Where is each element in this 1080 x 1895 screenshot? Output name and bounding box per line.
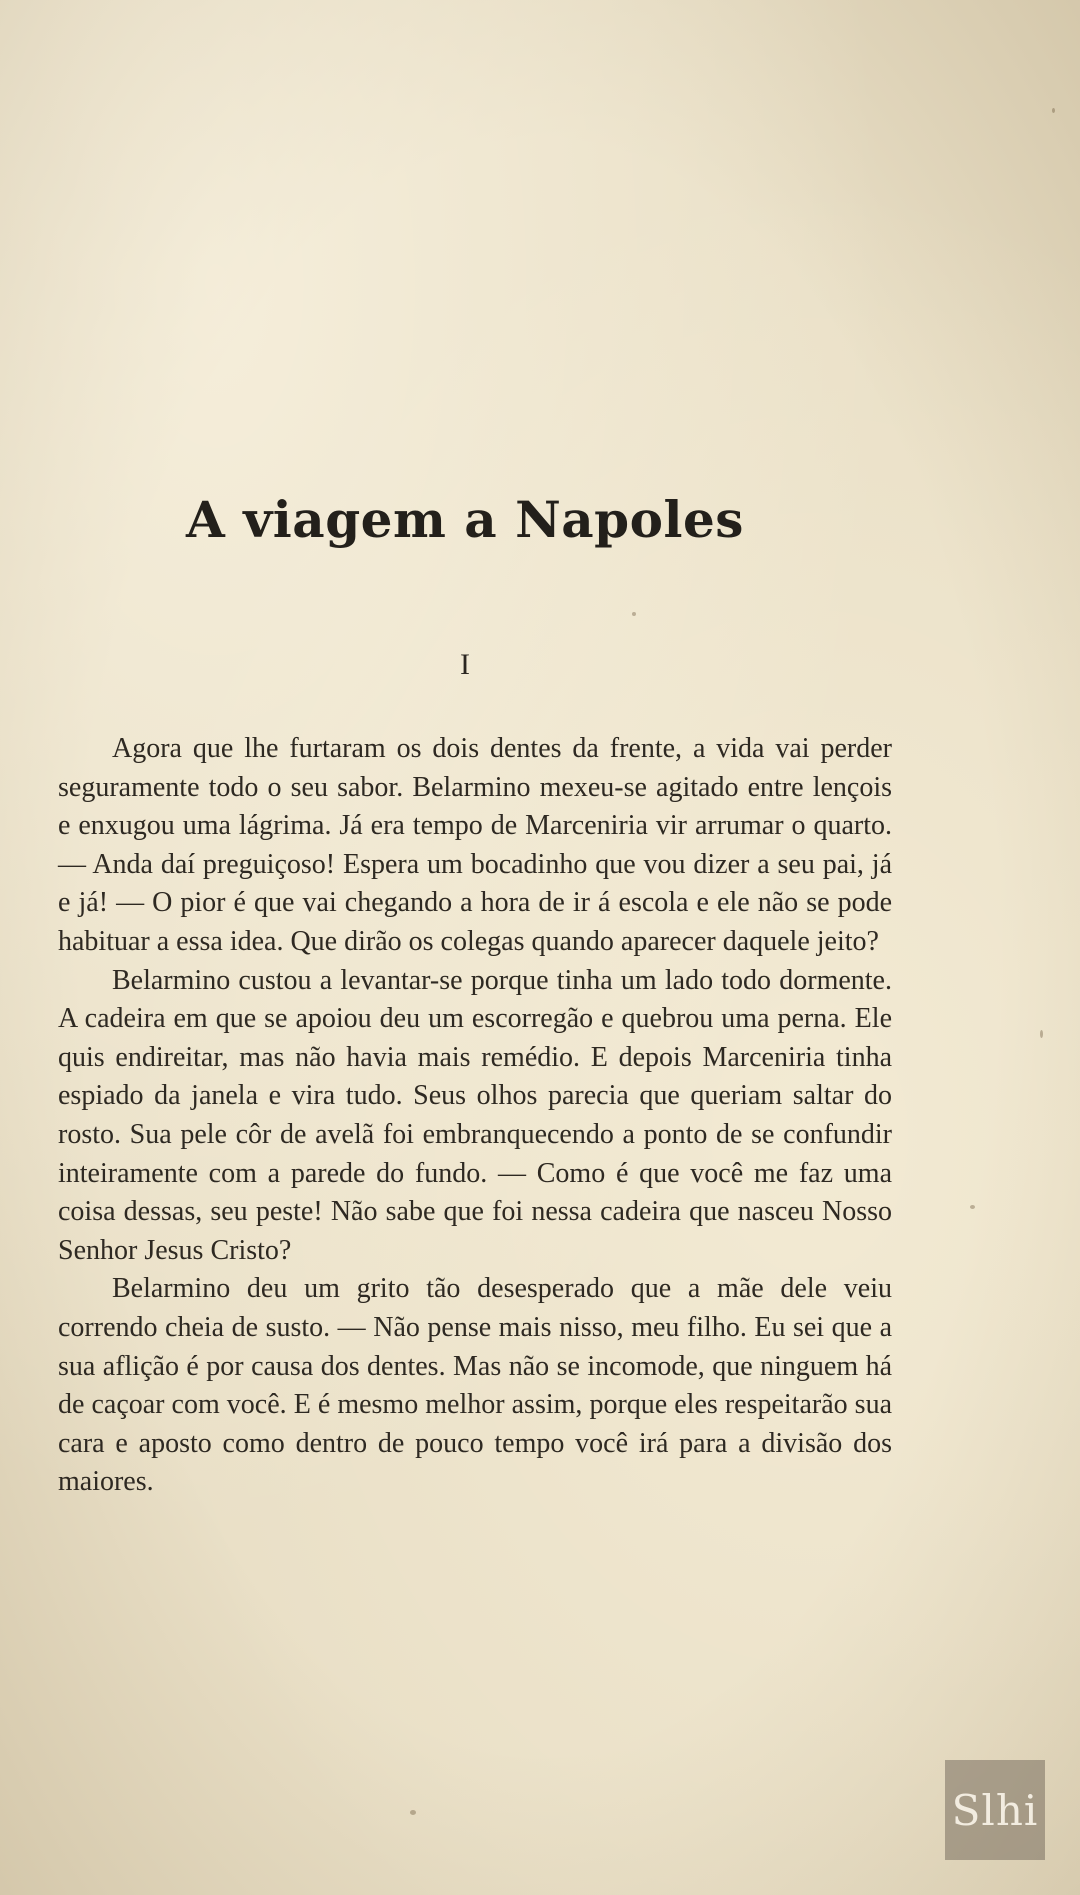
paper-speck xyxy=(970,1205,975,1209)
body-text xyxy=(58,730,892,1502)
paragraph: Belarmino deu um grito tão desesperado que a mãe dele veiu correndo cheia de susto. — Não pense mais nisso, meu filho. Eu sei que a sua aflição é por causa dos dentes. Mas não se incomode, que ninguem há de caçoar com você. E é mesmo melhor assim, porque eles respeitarão sua cara e aposto como dentro de pouco tempo você irá para a divisão dos maiores. xyxy=(58,1273,892,1498)
paragraph: Belarmino custou a levantar-se porque tinha um lado todo dormente. A cadeira em que se apoiou deu um escorregão e quebrou uma perna. Ele quis endireitar, mas não havia mais remédio. E depois Marceniria tinha espiado da janela e vira tudo. Seus olhos parecia que queriam saltar do rosto. Sua pele côr de avelã foi embranquecendo a ponto de se confundir inteiramente com a parede do fundo. — Como é que você me faz uma coisa dessas, seu peste! Não sabe que foi nessa cadeira que nasceu Nosso Senhor Jesus Cristo? xyxy=(58,964,892,1266)
chapter-number: I xyxy=(460,648,470,681)
paragraph: Agora que lhe furtaram os dois dentes da frente, a vida vai perder seguramente todo o seu sabor. Belarmino mexeu-se agitado entre lençois e enxugou uma lágrima. Já era tempo de Marceniria vir arrumar o quarto. — Anda daí preguiçoso! Espera um bocadinho que vou dizer a seu pai, já e já! — O pior é que vai chegando a hora de ir á escola e ele não se pode habituar a essa idea. Que dirão os colegas quando aparecer daquele jeito? xyxy=(58,733,892,957)
chapter-title: A viagem a Napoles xyxy=(186,490,744,549)
paper-speck xyxy=(410,1810,416,1815)
paper-speck xyxy=(1052,108,1055,113)
paper-speck xyxy=(1040,1030,1043,1038)
library-watermark-logo: Slhi xyxy=(945,1760,1045,1860)
paper-speck xyxy=(632,612,636,616)
